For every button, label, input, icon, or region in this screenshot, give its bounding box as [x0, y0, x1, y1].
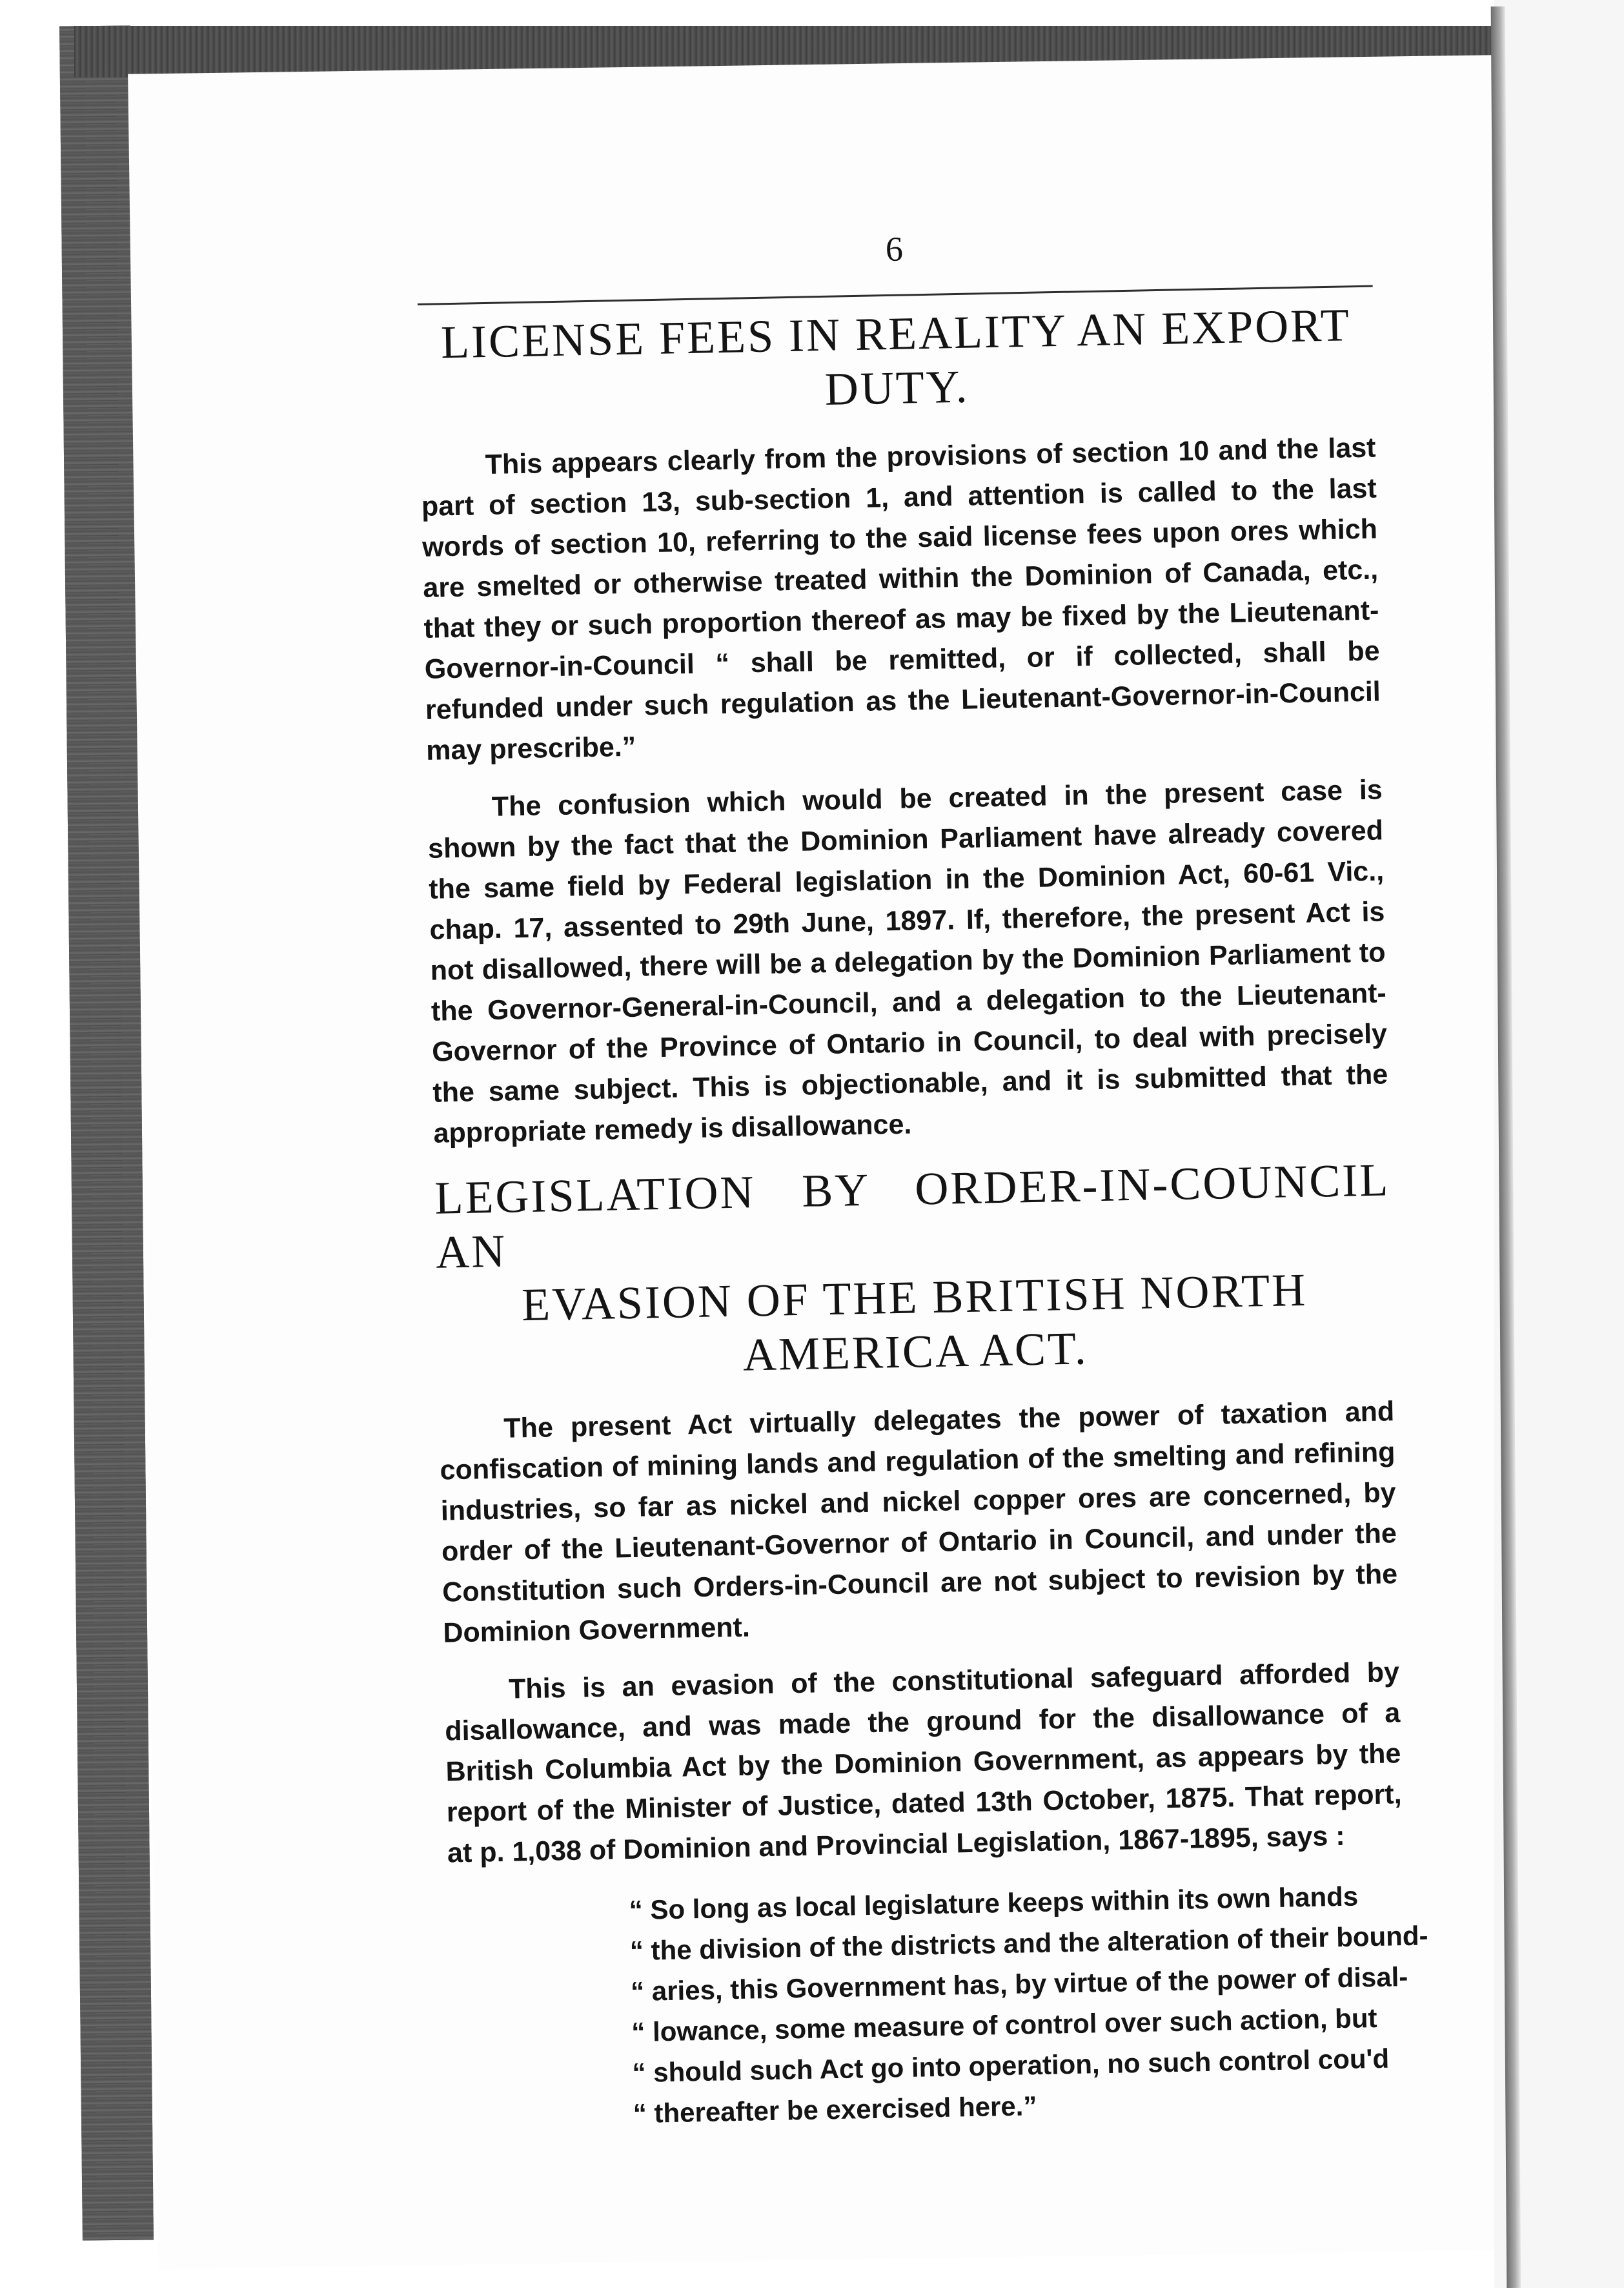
section-heading-legislation [434, 1152, 1394, 1387]
heading-line: LEGISLATION BY ORDER-IN-COUNCIL AN [434, 1154, 1391, 1278]
quote-line: “ aries, this Government has, by virtue of the power of disal- [630, 1961, 1408, 2007]
quote-line: “ lowance, some measure of control over such action, but [631, 2002, 1377, 2048]
section-heading-license-fees [418, 298, 1375, 424]
heading-line: DUTY. [824, 360, 970, 415]
paragraph: This appears clearly from the provisions of section 10 and the last part of section 13, sub-section 1, and attention is called to the last words of section 10, referring to the said license fees upon ores which are smelted or otherwise treated within the Dominion of Canada, etc., that they or such proportion thereof as may be fixed by the Lieutenant-Governor-in-Council “ shall be remitted, or if collected, shall be refunded under such regulation as the Lieutenant-Governor-in-Council may prescribe.” [421, 432, 1381, 766]
page-number: 6 [885, 229, 904, 269]
paragraph: The present Act virtually delegates the power of taxation and confiscation of mining lands and regulation of the smelting and refining industries, so far as nickel and nickel copper ores are concerned, by order of the Lieutenant-Governor of Ontario in Council, and under the Constitution such Orders-in-Council are not subject to revision by the Dominion Government. [440, 1396, 1398, 1649]
heading-line: EVASION OF THE BRITISH NORTH [521, 1263, 1308, 1331]
quote-line: “ thereafter be exercised here.” [633, 2090, 1037, 2129]
quote-line: “ the division of the districts and the alteration of their bound- [629, 1920, 1428, 1966]
paragraph: This is an evasion of the constitutional safeguard afforded by disallowance, and was made the ground for the disallowance of a British Columbia Act by the Dominion Government, as appears by the report of the Minister of Justice, dated 13th October, 1875. That report, at p. 1,038 of Dominion and Provincial Legislation, 1867-1895, says : [444, 1657, 1402, 1869]
heading-line: AMERICA ACT. [742, 1322, 1089, 1381]
block-quote [629, 1875, 1428, 2134]
paragraph: The confusion which would be created in the present case is shown by the fact that the Dominion Parliament have already covered the same field by Federal legislation in the Dominion Act, 60-61 Vic., chap. 17, assented to 29th June, 1897. If, therefore, the present Act is not disallowed, there will be a delegation by the Dominion Parliament to the Governor-General-in-Council, and a delegation to the Lieutenant-Governor of the Province of Ontario in Council, to deal with precisely the same subject. This is objectionable, and it is submitted that the appropriate remedy is disallowance. [427, 774, 1388, 1149]
page-content [416, 221, 1428, 2138]
heading-line: LICENSE FEES IN REALITY AN EXPORT [440, 299, 1352, 369]
quote-line: “ should such Act go into operation, no such control cou'd [632, 2043, 1390, 2089]
quote-line: “ So long as local legislature keeps within its own hands [629, 1881, 1359, 1926]
